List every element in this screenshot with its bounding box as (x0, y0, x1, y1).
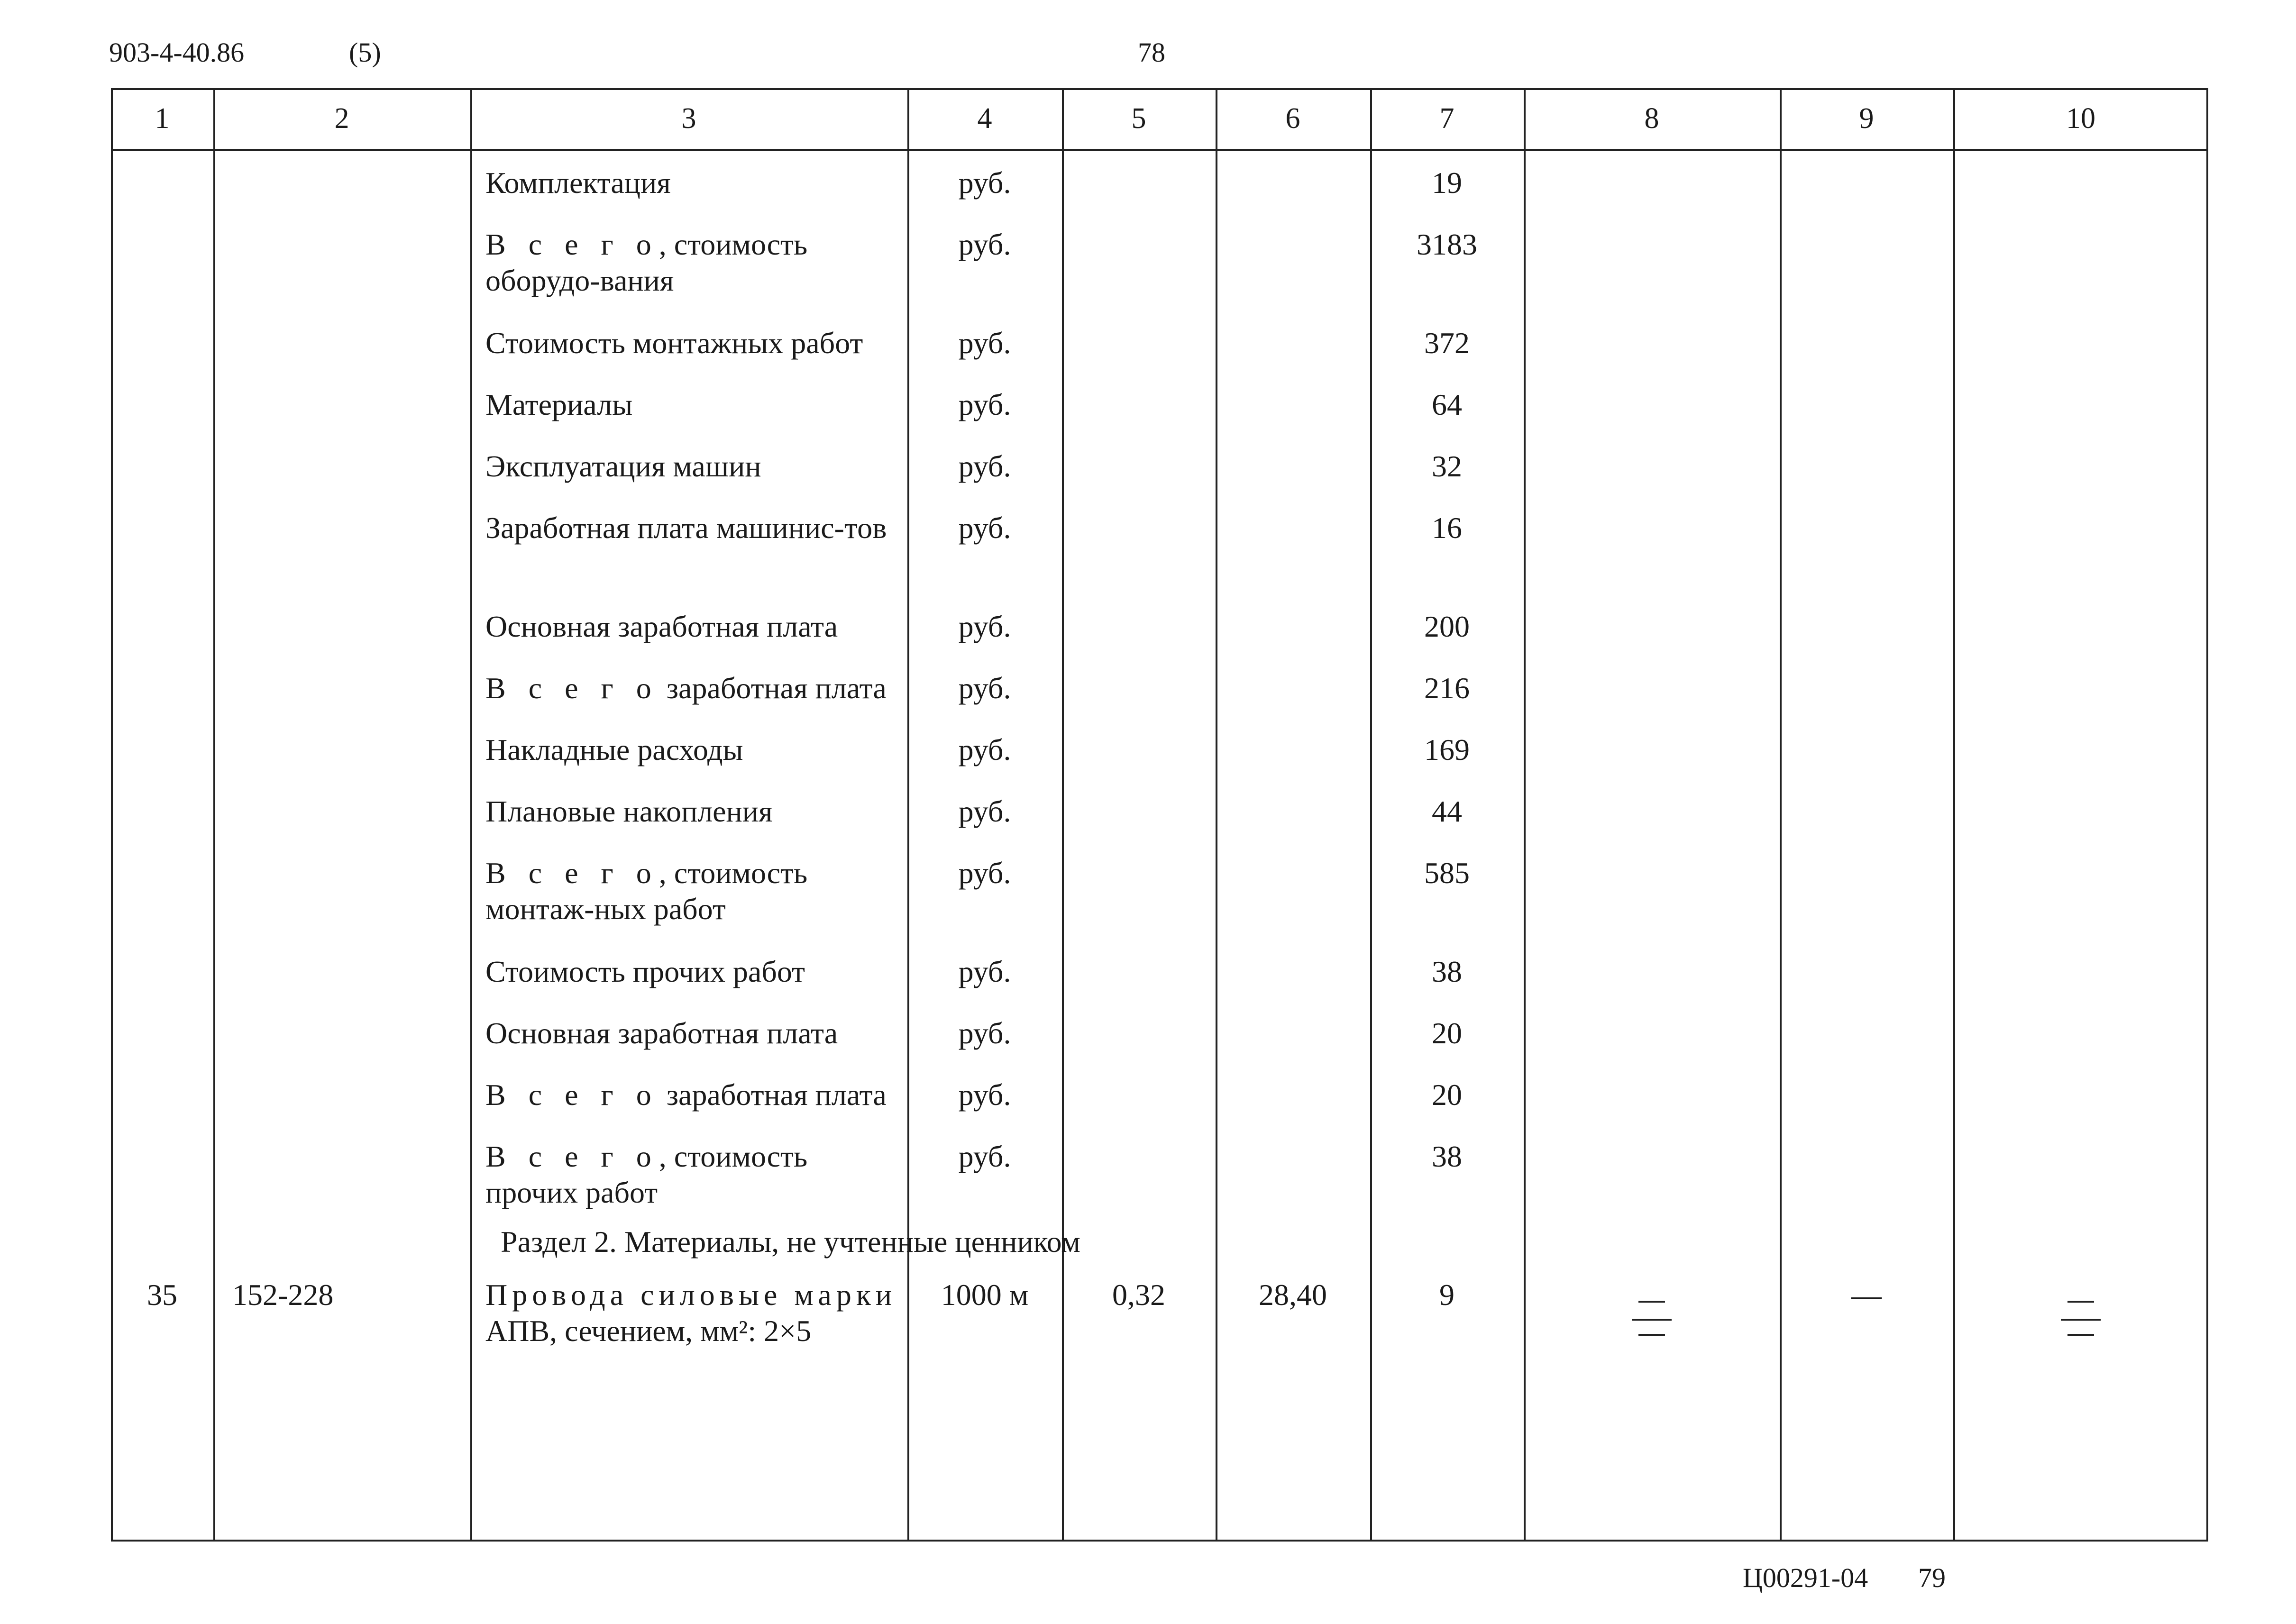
column-header: 8 (1644, 102, 1659, 135)
row-description (485, 387, 903, 423)
row-description (485, 227, 903, 299)
item-code: 152-228 (232, 1278, 334, 1312)
row-value: 20 (1432, 1078, 1462, 1112)
sheet-note: (5) (349, 37, 381, 68)
row-text: , стоимость монтаж-ных работ (485, 856, 808, 926)
column-divider (111, 88, 113, 1542)
column-header: 4 (977, 102, 992, 135)
row-text: , стоимость прочих работ (485, 1140, 808, 1209)
column-header: 7 (1439, 102, 1454, 135)
row-prefix: В с е г о (485, 228, 659, 261)
row-prefix: В с е г о (485, 671, 659, 705)
item-col10-dash-mark (2061, 1319, 2101, 1321)
row-unit: руб. (958, 326, 1011, 360)
row-prefix: В с е г о (485, 1078, 659, 1112)
column-header: 5 (1131, 102, 1146, 135)
column-header: 6 (1285, 102, 1300, 135)
row-value: 200 (1424, 610, 1470, 643)
row-unit: руб. (958, 955, 1011, 988)
row-description (485, 954, 903, 990)
row-description (485, 1139, 903, 1211)
row-unit: руб. (958, 610, 1011, 643)
row-value: 372 (1424, 326, 1470, 360)
column-header: 2 (334, 102, 349, 135)
column-divider (213, 88, 215, 1542)
row-prefix: В с е г о (485, 1140, 659, 1173)
column-divider (470, 88, 472, 1542)
column-divider (1216, 88, 1217, 1542)
item-description-line1: Провода силовые марки (485, 1278, 897, 1312)
row-unit: руб. (958, 388, 1011, 421)
row-description (485, 510, 903, 546)
row-value: 585 (1424, 856, 1470, 890)
row-unit: руб. (958, 511, 1011, 545)
row-text: Стоимость прочих работ (485, 955, 805, 988)
row-unit: руб. (958, 1016, 1011, 1050)
section-title: Раздел 2. Материалы, не учтенные ценником (501, 1225, 1080, 1259)
item-col8-dash-mark (1638, 1301, 1665, 1303)
row-unit: руб. (958, 228, 1011, 261)
column-divider (1953, 88, 1955, 1542)
column-divider (1524, 88, 1526, 1542)
column-header: 3 (681, 102, 696, 135)
row-unit: руб. (958, 1140, 1011, 1173)
column-header: 10 (2066, 102, 2095, 135)
item-col9-dash: — (1851, 1278, 1882, 1312)
item-col10-dash-mark (2067, 1301, 2094, 1303)
row-value: 3183 (1417, 228, 1477, 261)
row-description (485, 448, 903, 484)
row-text: Основная заработная плата (485, 610, 838, 643)
item-description-line2: АПВ, сечением, мм²: 2×5 (485, 1314, 812, 1348)
row-unit: руб. (958, 733, 1011, 766)
doc-code: 903-4-40.86 (109, 37, 245, 68)
row-value: 38 (1432, 955, 1462, 988)
item-unit: 1000 м (941, 1278, 1029, 1312)
row-unit: руб. (958, 671, 1011, 705)
column-divider (1062, 88, 1064, 1542)
row-unit: руб. (958, 449, 1011, 483)
item-quantity: 0,32 (1112, 1278, 1165, 1312)
row-description (485, 165, 903, 201)
row-text: заработная плата (659, 1078, 887, 1112)
item-col10-dash-mark (2067, 1334, 2094, 1336)
row-text: Эксплуатация машин (485, 449, 761, 483)
row-text: Стоимость монтажных работ (485, 326, 863, 360)
row-value: 169 (1424, 733, 1470, 766)
table-header-rule (111, 149, 2208, 151)
item-col8-dash-mark (1632, 1319, 1672, 1321)
column-divider (1780, 88, 1782, 1542)
row-text: Накладные расходы (485, 733, 743, 766)
row-prefix: В с е г о (485, 856, 659, 890)
row-text: , стоимость оборудо-вания (485, 228, 808, 297)
row-text: Плановые накопления (485, 794, 773, 828)
row-value: 32 (1432, 449, 1462, 483)
row-unit: руб. (958, 166, 1011, 200)
row-description (485, 1015, 903, 1051)
row-unit: руб. (958, 794, 1011, 828)
row-description (485, 670, 903, 706)
row-text: Комплектация (485, 166, 671, 200)
row-value: 64 (1432, 388, 1462, 421)
row-text: Материалы (485, 388, 633, 421)
row-unit: руб. (958, 1078, 1011, 1112)
row-value: 38 (1432, 1140, 1462, 1173)
column-header: 9 (1859, 102, 1874, 135)
row-text: Основная заработная плата (485, 1016, 838, 1050)
row-value: 216 (1424, 671, 1470, 705)
estimate-table (111, 88, 2208, 1542)
row-description (485, 325, 903, 361)
row-description (485, 732, 903, 768)
column-header: 1 (155, 102, 170, 135)
row-value: 20 (1432, 1016, 1462, 1050)
table-bottom-border (111, 1540, 2208, 1542)
column-divider (2206, 88, 2208, 1542)
row-description (485, 794, 903, 830)
footer-code: Ц00291-04 (1743, 1562, 1868, 1593)
row-description (485, 1077, 903, 1113)
row-value: 44 (1432, 794, 1462, 828)
row-value: 19 (1432, 166, 1462, 200)
row-description (485, 609, 903, 645)
item-number: 35 (147, 1278, 177, 1312)
row-description (485, 855, 903, 927)
row-text: Заработная плата машинис-тов (485, 511, 887, 545)
item-price: 28,40 (1259, 1278, 1327, 1312)
page-number: 78 (1138, 37, 1165, 68)
item-cost: 9 (1439, 1278, 1454, 1312)
row-unit: руб. (958, 856, 1011, 890)
row-text: заработная плата (659, 671, 887, 705)
footer-page-number: 79 (1918, 1562, 1946, 1593)
row-value: 16 (1432, 511, 1462, 545)
item-col8-dash-mark (1638, 1334, 1665, 1336)
